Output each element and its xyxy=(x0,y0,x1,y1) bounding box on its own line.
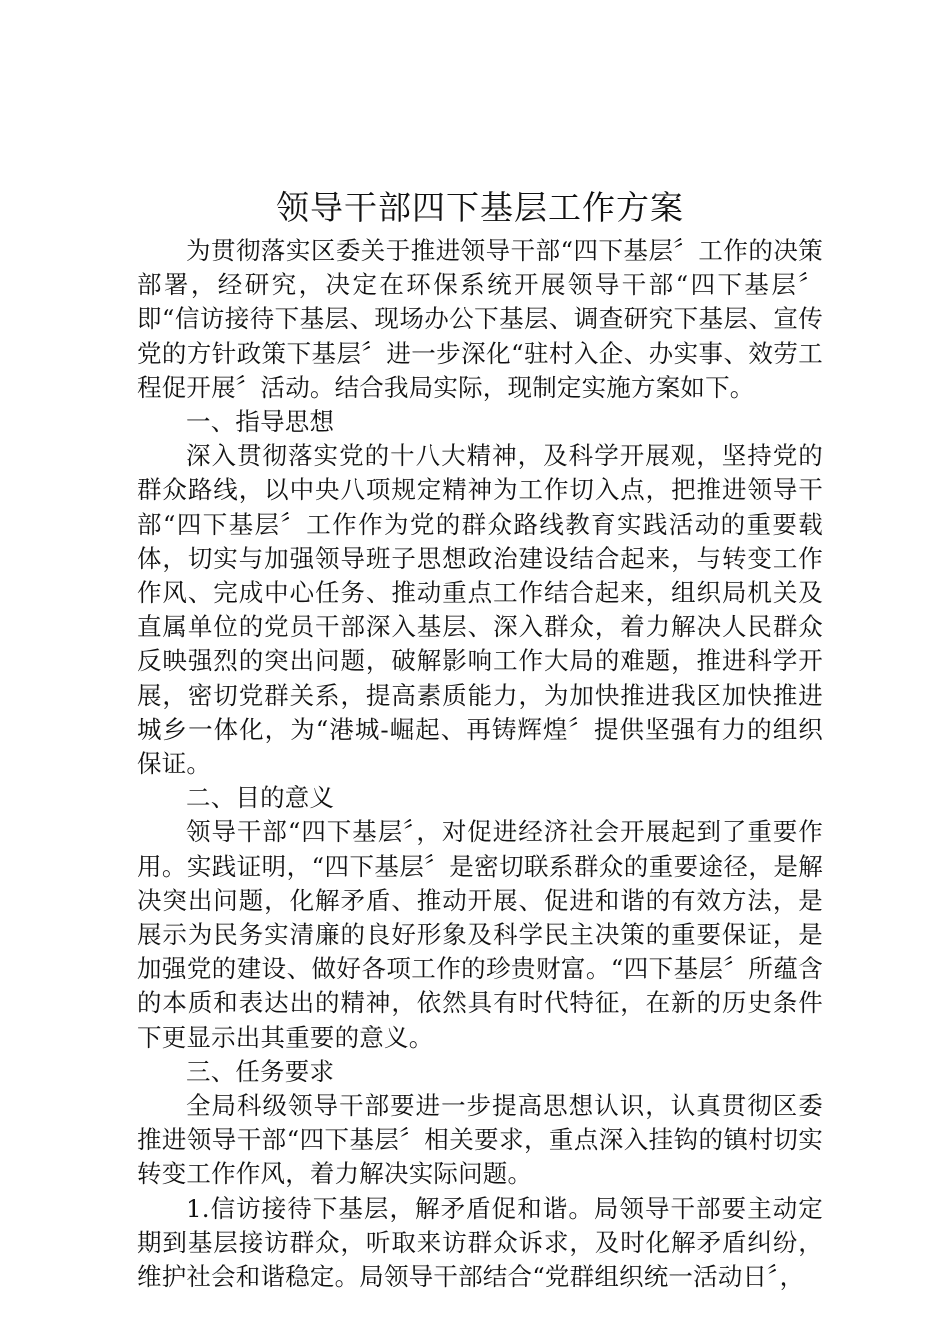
document-body xyxy=(137,234,823,1294)
section-heading-guiding-ideology: 一、指导思想 xyxy=(186,407,335,437)
guiding-ideology-paragraph: 深入贯彻落实党的十八大精神，及科学开展观，坚持党的群众路线，以中央八项规定精神为工作切入点，把推进领导干部“四下基层〞工作作为党的群众路线教育实践活动的重要载体，切实与加强领导班子思想政治建设结合起来，与转变工作作风、完成中心任务、推动重点工作结合起来，组织局机关及直属单位的党员干部深入基层、深入群众，着力解决人民群众反映强烈的突出问题，破解影响工作大局的难题，推进科学开展，密切党群关系，提高素质能力，为加快推进我区加快推进城乡一体化，为“港城-崛起、再铸辉煌〞提供坚强有力的组织保证。 xyxy=(137,441,823,779)
section-heading-purpose: 二、目的意义 xyxy=(186,783,335,813)
purpose-paragraph: 领导干部“四下基层〞，对促进经济社会开展起到了重要作用。实践证明，“四下基层〞是密切联系群众的重要途径，是解决突出问题，化解矛盾、推动开展、促进和谐的有效方法，是展示为民务实清廉的良好形象及科学民主决策的重要保证，是加强党的建设、做好各项工作的珍贵财富。“四下基层〞所蕴含的本质和表达出的精神，依然具有时代特征，在新的历史条件下更显示出其重要的意义。 xyxy=(137,817,823,1052)
intro-paragraph: 为贯彻落实区委关于推进领导干部“四下基层〞工作的决策部署，经研究，决定在环保系统开展领导干部“四下基层〞即“信访接待下基层、现场办公下基层、调查研究下基层、宣传党的方针政策下基层〞进一步深化“驻村入企、办实事、效劳工程促开展〞活动。结合我局实际，现制定实施方案如下。 xyxy=(137,236,823,402)
tasks-paragraph: 全局科级领导干部要进一步提高思想认识，认真贯彻区委推进领导干部“四下基层〞相关要求，重点深入挂钩的镇村切实转变工作作风，着力解决实际问题。 xyxy=(137,1091,823,1189)
task-item-1-paragraph: 1.信访接待下基层，解矛盾促和谐。局领导干部要主动定期到基层接访群众，听取来访群众诉求，及时化解矛盾纠纷，维护社会和谐稳定。局领导干部结合“党群组织统一活动日〞， xyxy=(137,1193,823,1292)
document-title: 领导干部四下基层工作方案 xyxy=(276,188,684,227)
section-heading-tasks: 三、任务要求 xyxy=(186,1056,335,1086)
